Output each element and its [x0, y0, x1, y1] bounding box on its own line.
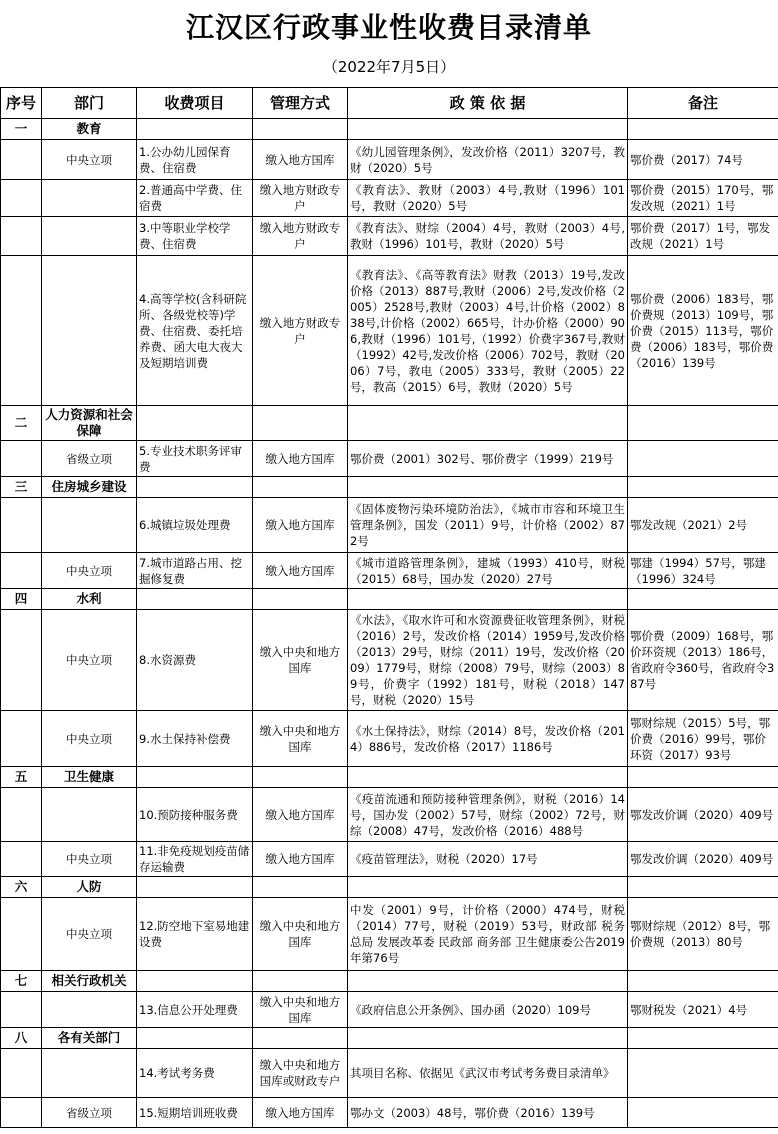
row-note: 鄂价费（2009）168号，鄂价环资规（2013）186号，省政府令360号，省政府令387号	[628, 610, 778, 711]
row-mgmt: 缴入地方财政专户	[253, 217, 348, 256]
section-number: 一	[1, 119, 42, 140]
row-dept	[42, 788, 137, 842]
row-mgmt: 缴入中央和地方国库	[253, 992, 348, 1028]
row-item: 13.信息公开处理费	[137, 992, 253, 1028]
row-dept: 中央立项	[42, 898, 137, 971]
row-item: 10.预防接种服务费	[137, 788, 253, 842]
row-dept: 中央立项	[42, 610, 137, 711]
row-mgmt: 缴入地方国库	[253, 441, 348, 477]
row-basis: 《教育法》、教财（2003）4号,教财（1996）101号，教财（2020）5号	[348, 180, 628, 217]
section-number: 六	[1, 877, 42, 898]
row-dept: 省级立项	[42, 441, 137, 477]
row-note: 鄂价费（2015）170号，鄂发改规（2021）1号	[628, 180, 778, 217]
row-mgmt: 缴入地方国库	[253, 788, 348, 842]
header-note: 备注	[628, 88, 778, 119]
row-dept	[42, 498, 137, 553]
table-row	[1, 1098, 778, 1128]
row-note	[628, 441, 778, 477]
row-basis: 《水土保持法》，财综（2014）8号，发改价格（2014）886号，发改价格（2017）1186号	[348, 711, 628, 767]
row-item: 5.专业技术职务评审费	[137, 441, 253, 477]
row-note: 鄂发改价调（2020）409号	[628, 788, 778, 842]
section-name: 人防	[42, 877, 137, 898]
row-note: 鄂价费（2017）74号	[628, 140, 778, 180]
row-note: 鄂财税发（2021）4号	[628, 992, 778, 1028]
row-item: 12.防空地下室易地建设费	[137, 898, 253, 971]
row-note: 鄂财综规（2012）8号，鄂价费规（2013）80号	[628, 898, 778, 971]
table-row	[1, 711, 778, 767]
row-basis: 鄂办文（2003）48号，鄂价费（2016）139号	[348, 1098, 628, 1128]
row-mgmt: 缴入地方财政专户	[253, 180, 348, 217]
section-name: 卫生健康	[42, 767, 137, 788]
row-item: 11.非免疫规划疫苗储存运输费	[137, 842, 253, 877]
table-row	[1, 217, 778, 256]
section-name: 相关行政机关	[42, 971, 137, 992]
section-row	[1, 877, 778, 898]
row-mgmt: 缴入中央和地方国库	[253, 898, 348, 971]
row-item: 2.普通高中学费、住宿费	[137, 180, 253, 217]
section-row	[1, 971, 778, 992]
row-mgmt: 缴入地方国库	[253, 1098, 348, 1128]
section-row	[1, 589, 778, 610]
row-dept: 中央立项	[42, 711, 137, 767]
table-row	[1, 842, 778, 877]
row-note: 鄂价费（2006）183号，鄂价费规（2013）109号，鄂价费（2015）113号，鄂价费（2006）183号，鄂价费（2016）139号	[628, 256, 778, 406]
table-row	[1, 898, 778, 971]
row-dept	[42, 992, 137, 1028]
row-dept	[42, 180, 137, 217]
row-basis: 《幼儿园管理条例》，发改价格（2011）3207号，教财（2020）5号	[348, 140, 628, 180]
row-item: 9.水土保持补偿费	[137, 711, 253, 767]
section-row	[1, 119, 778, 140]
section-name: 水利	[42, 589, 137, 610]
row-item: 14.考试考务费	[137, 1049, 253, 1098]
section-number: 七	[1, 971, 42, 992]
section-number: 三	[1, 477, 42, 498]
row-basis: 其项目名称、依据见《武汉市考试考务费目录清单》	[348, 1049, 628, 1098]
row-note: 鄂建（1994）57号，鄂建（1996）324号	[628, 553, 778, 589]
row-note: 鄂价费（2017）1号，鄂发改规（2021）1号	[628, 217, 778, 256]
row-basis: 《城市道路管理条例》，建城（1993）410号，财税（2015）68号，国办发（2020）27号	[348, 553, 628, 589]
section-row	[1, 477, 778, 498]
row-basis: 鄂价费（2001）302号、鄂价费字（1999）219号	[348, 441, 628, 477]
table-row	[1, 441, 778, 477]
header-mgmt: 管理方式	[253, 88, 348, 119]
row-note	[628, 1098, 778, 1128]
row-basis: 《疫苗流通和预防接种管理条例》，财税（2016）14号，国办发（2002）57号，财综（2002）72号，财综（2008）47号，发改价格（2016）488号	[348, 788, 628, 842]
table-row	[1, 610, 778, 711]
table-row	[1, 992, 778, 1028]
table-row	[1, 498, 778, 553]
section-number: 二	[1, 406, 42, 441]
table-header-row	[1, 88, 778, 119]
section-name: 住房城乡建设	[42, 477, 137, 498]
row-note: 鄂发改价调（2020）409号	[628, 842, 778, 877]
row-mgmt: 缴入地方国库	[253, 498, 348, 553]
row-item: 15.短期培训班收费	[137, 1098, 253, 1128]
section-number: 八	[1, 1028, 42, 1049]
row-mgmt: 缴入地方国库	[253, 140, 348, 180]
row-basis: 《水法》，《取水许可和水资源费征收管理条例》，财税（2016）2号，发改价格（2014）1959号,发改价格（2013）29号，财综（2011）19号，发改价格（2009）1779号，财综（2008）79号，财综（2003）89号，价费字（1992）181号，财税（2018）147号，财税（2020）15号	[348, 610, 628, 711]
row-dept	[42, 217, 137, 256]
row-mgmt: 缴入中央和地方国库	[253, 711, 348, 767]
row-dept	[42, 256, 137, 406]
section-name: 各有关部门	[42, 1028, 137, 1049]
row-basis: 《教育法》、《高等教育法》财教（2013）19号,发改价格（2013）887号,教财（2006）2号,发改价格（2005）2528号,教财（2003）4号,计价格（2002）838号,计价格（2002）665号，计办价格（2000）906,教财（1996）101号,（1992）价费字367号,教财（1992）42号,发改价格（2006）702号，教财（2006）7号，教电（2005）333号，教财（2005）22号，教高（2015）6号，教财（2020）5号	[348, 256, 628, 406]
table-row	[1, 180, 778, 217]
row-basis: 《疫苗管理法》，财税（2020）17号	[348, 842, 628, 877]
section-row	[1, 767, 778, 788]
row-dept: 中央立项	[42, 553, 137, 589]
row-mgmt: 缴入中央和地方国库	[253, 610, 348, 711]
row-note: 鄂发改规（2021）2号	[628, 498, 778, 553]
row-item: 1.公办幼儿园保育费、住宿费	[137, 140, 253, 180]
row-item: 4.高等学校(含科研院所、各级党校等)学费、住宿费、委托培养费、函大电大夜大及短期培训费	[137, 256, 253, 406]
section-row	[1, 1028, 778, 1049]
row-mgmt: 缴入中央和地方国库或财政专户	[253, 1049, 348, 1098]
section-name: 教育	[42, 119, 137, 140]
date-subtitle: （2022年7月5日）	[322, 57, 456, 76]
table-row	[1, 140, 778, 180]
table-row	[1, 256, 778, 406]
table-row	[1, 1049, 778, 1098]
row-mgmt: 缴入地方国库	[253, 842, 348, 877]
header-basis: 政 策 依 据	[348, 88, 628, 119]
row-basis: 《政府信息公开条例》、国办函（2020）109号	[348, 992, 628, 1028]
row-item: 7.城市道路占用、挖掘修复费	[137, 553, 253, 589]
page-title: 江汉区行政事业性收费目录清单	[185, 11, 592, 44]
row-item: 6.城镇垃圾处理费	[137, 498, 253, 553]
row-basis: 《固体废物污染环境防治法》，《城市市容和环境卫生管理条例》，国发（2011）9号，计价格（2002）872号	[348, 498, 628, 553]
row-dept: 中央立项	[42, 140, 137, 180]
section-number: 四	[1, 589, 42, 610]
row-item: 8.水资源费	[137, 610, 253, 711]
section-name: 人力资源和社会保障	[42, 406, 137, 441]
section-number: 五	[1, 767, 42, 788]
header-seq: 序号	[1, 88, 42, 119]
header-item: 收费项目	[137, 88, 253, 119]
row-dept	[42, 1049, 137, 1098]
row-dept: 中央立项	[42, 842, 137, 877]
table-row	[1, 553, 778, 589]
row-note	[628, 1049, 778, 1098]
row-dept: 省级立项	[42, 1098, 137, 1128]
section-row	[1, 406, 778, 441]
row-item: 3.中等职业学校学费、住宿费	[137, 217, 253, 256]
row-basis: 中发（2001）9号，计价格（2000）474号，财税（2014）77号，财税（2019）53号，财政部 税务总局 发展改革委 民政部 商务部 卫生健康委公告2019年第76号	[348, 898, 628, 971]
table-row	[1, 788, 778, 842]
row-basis: 《教育法》、财综（2004）4号，教财（2003）4号,教财（1996）101号，教财（2020）5号	[348, 217, 628, 256]
fee-table	[0, 87, 778, 1128]
header-dept: 部门	[42, 88, 137, 119]
row-note: 鄂财综规（2015）5号，鄂价费（2016）99号，鄂价环资（2017）93号	[628, 711, 778, 767]
row-mgmt: 缴入地方国库	[253, 553, 348, 589]
row-mgmt: 缴入地方财政专户	[253, 256, 348, 406]
